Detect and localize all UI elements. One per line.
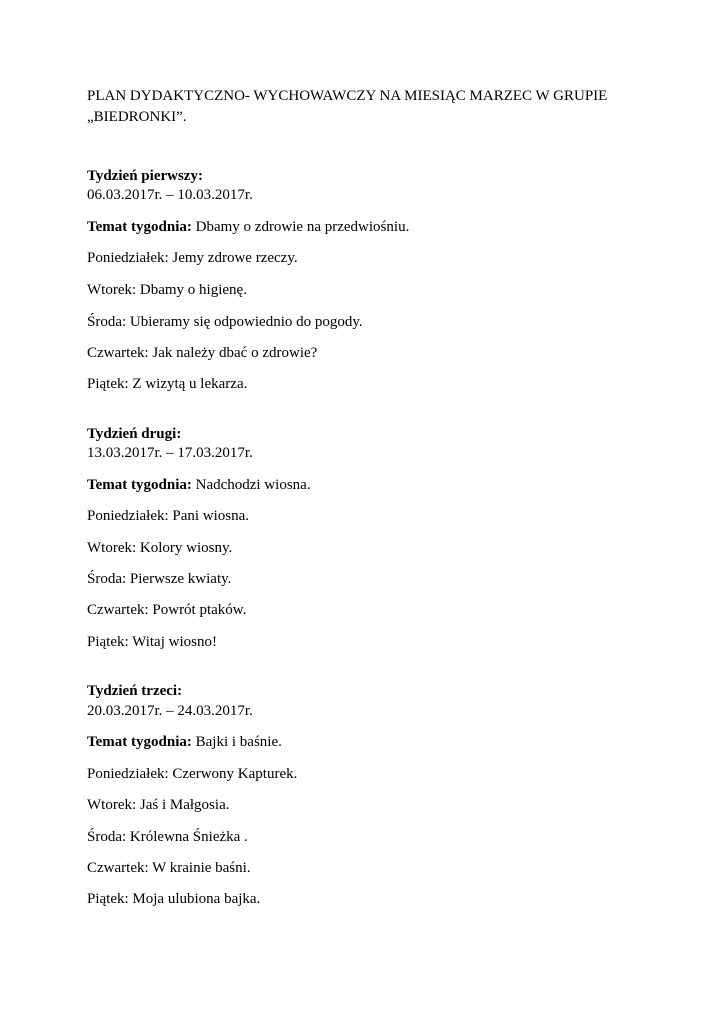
week-2-day-5: Piątek: Witaj wiosno! xyxy=(87,634,217,650)
week-3-day-2: Wtorek: Jaś i Małgosia. xyxy=(87,797,230,813)
week-2-day-3: Środa: Pierwsze kwiaty. xyxy=(87,571,232,587)
week-1-topic-label: Temat tygodnia: xyxy=(87,219,192,235)
week-1-day-4: Czwartek: Jak należy dbać o zdrowie? xyxy=(87,345,318,361)
week-3-topic xyxy=(87,733,282,752)
week-1-day-5: Piątek: Z wizytą u lekarza. xyxy=(87,376,248,392)
week-3-heading: Tydzień trzeci: xyxy=(87,683,183,699)
week-1-day-3: Środa: Ubieramy się odpowiednio do pogody. xyxy=(87,314,363,330)
week-1-heading: Tydzień pierwszy: xyxy=(87,168,203,184)
week-2-topic-label: Temat tygodnia: xyxy=(87,477,192,493)
week-1-day-2: Wtorek: Dbamy o higienę. xyxy=(87,282,247,298)
week-1-day-1: Poniedziałek: Jemy zdrowe rzeczy. xyxy=(87,250,298,266)
week-3-dates: 20.03.2017r. – 24.03.2017r. xyxy=(87,703,253,719)
week-3-day-3: Środa: Królewna Śnieżka . xyxy=(87,829,248,845)
week-3-topic-text: Bajki i baśnie. xyxy=(191,734,282,750)
week-3-day-5: Piątek: Moja ulubiona bajka. xyxy=(87,891,261,907)
week-2-topic-text: Nadchodzi wiosna. xyxy=(191,477,311,493)
week-1-topic-text: Dbamy o zdrowie na przedwiośniu. xyxy=(191,219,410,235)
week-2-day-4: Czwartek: Powrót ptaków. xyxy=(87,602,247,618)
title-line-2: „BIEDRONKI”. xyxy=(87,109,187,125)
title-line-1: PLAN DYDAKTYCZNO- WYCHOWAWCZY NA MIESIĄC MARZEC W GRUPIE xyxy=(87,88,608,104)
week-1-topic xyxy=(87,218,409,237)
week-2-heading: Tydzień drugi: xyxy=(87,426,182,442)
week-3-day-1: Poniedziałek: Czerwony Kapturek. xyxy=(87,766,298,782)
week-3-topic-label: Temat tygodnia: xyxy=(87,734,192,750)
week-1-dates: 06.03.2017r. – 10.03.2017r. xyxy=(87,187,253,203)
document-page xyxy=(87,0,647,1024)
document-title xyxy=(87,86,627,128)
week-2-day-2: Wtorek: Kolory wiosny. xyxy=(87,540,233,556)
week-2-dates: 13.03.2017r. – 17.03.2017r. xyxy=(87,445,253,461)
week-2-topic xyxy=(87,476,311,495)
week-2-day-1: Poniedziałek: Pani wiosna. xyxy=(87,508,250,524)
week-3-day-4: Czwartek: W krainie baśni. xyxy=(87,860,251,876)
